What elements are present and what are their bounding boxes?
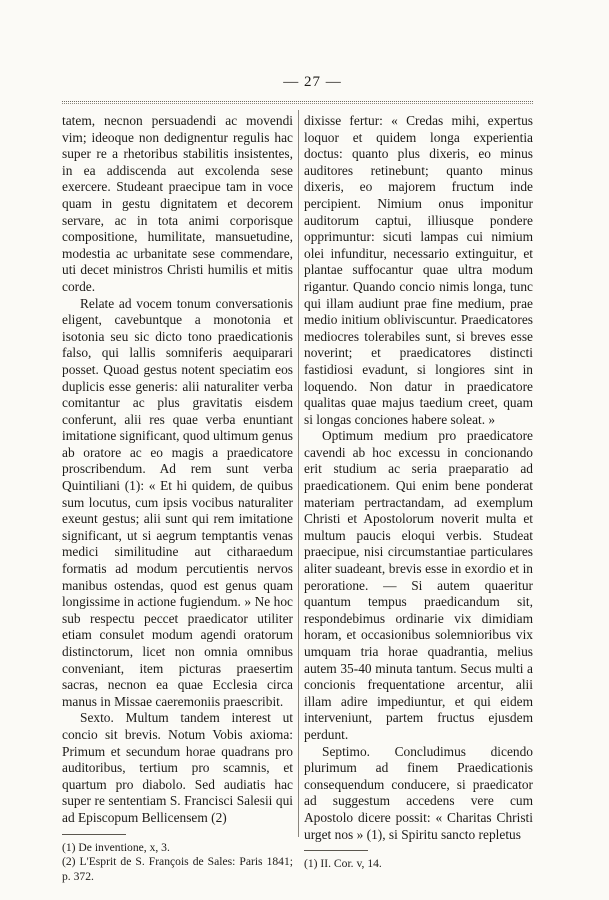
- footnote: (1) De inventione, x, 3.: [62, 840, 170, 854]
- left-column: [62, 113, 293, 884]
- paragraph: Septimo. Concludimus dicendo plurimum ad finem Praedicationis consequendum conducere, si praedicator ad suggestum accedens vere cum Apostolo dicere possit: « Charitas Christi urget nos » (1), si Spiritu sancto repletus: [304, 743, 533, 842]
- footnote: (2) L'Esprit de S. François de Sales: Paris 1841; p. 372.: [62, 855, 293, 883]
- right-column: [304, 113, 533, 872]
- paragraph: Optimum medium pro praedicatore cavendi ab hoc excessu in concionando erit studium ac seria praeparatio ad praedicationem. Qui enim bene ponderat materiam pertractandam, ad exemplum Christi et Apostolorum noverit multa et multum paucis eloqui verbis. Studeat praecipue, nisi circumstantiae particulares aliter suadeant, brevis esse in exordio et in peroratione. — Si autem quaeritur quantum tempus praedicandum sit, respondebimus ordinarie vix dimidiam horam, et occasionibus solemnioribus vix umquam tria horae quadrantia, melius autem 35-40 minuta tantum. Secus multi a concionis frequentatione arcentur, alii illam adire impediuntur, et qui eidem interveniunt, partem fructus ejusdem perdunt.: [304, 428, 533, 742]
- paragraph: Relate ad vocem tonum conversationis eligent, cavebuntque a monotonia et isotonia seu sic dicto tono praedicationis falso, qui lallis somniferis aequiparari posset. Quoad gestus notent speciatim eos duplicis esse generis: alii naturaliter verba comitantur ac plus gravitatis eisdem conferunt, alii res quae verba enuntiant imitatione significant, quod ultimum genus ab oratore ac eo magis a praedicatore proscribendum. Ad rem sunt verba Quintiliani (1): « Et hi quidem, de quibus sum locutus, cum ipsis vocibus naturaliter exeunt gestus; alii sunt qui rem imitatione significant, ut si aegrum temptantis venas medici similitudine aut citharaedum formatis ad modum percutientis nervos manibus ostendas, quod est genus quam longissime in actione fugiendum. » Ne hoc sub respectu peccet praedicator utiliter etiam consulet modum agendi oratorum distinctorum, licet non omnia omnibus conveniant, item picturas praesertim sacras, necnon ea quae Ecclesia circa manus in Missae caeremoniis praescribit.: [62, 295, 293, 709]
- paragraph: dixisse fertur: « Credas mihi, expertus loquor et quidem longa experientia doctus: quanto plus dixeris, eo minus auditores retinebunt; quanto minus dixeris, eo majorem fructum inde percipient. Nimium onus imponitur auditorum captui, illiusque pondere opprimuntur: sicuti lampas cui nimium olei infunditur, necessario extinguitur, et plantae suffocantur quae ultra modum rigantur. Quando concio nimis longa, tunc qui illam audiunt prae fine medium, prae medio initium obliviscuntur. Praedicatores mediocres tolerabiles sunt, si breves esse noverint; et praedicatores distincti fastidiosi evadunt, si longiores sint in loquendo. Non datur in praedicatore qualitas quae majus taedium creet, quam si longas conciones habere soleat. »: [304, 113, 533, 427]
- paragraph: Sexto. Multum tandem interest ut concio sit brevis. Notum Vobis axioma: Primum et secundum horae quadrans pro auditoribus, tertium pro scamnis, et quartum pro diabolo. Sed audiatis hac super re sententiam S. Francisci Salesii qui ad Episcopum Bellicensem (2): [62, 710, 293, 825]
- page-number: — 27 —: [283, 74, 342, 90]
- footnote-rule: [304, 850, 368, 851]
- paragraph: tatem, necnon persuadendi ac movendi vim; ideoque non dedignentur regulis hac super re a rhetoribus stabilitis insistentes, in ea addiscenda aut excolenda sese exercere. Studeant praecipue tam in voce quam in gestu dignitatem et decorem servare, ac in tota animi corporisque compositione, humilitate, mansuetudine, modestia ac urbanitate sese commendare, uti decet ministros Christi humilis et mitis corde.: [62, 113, 293, 294]
- header-rule: [62, 101, 533, 102]
- header-rule-secondary: [62, 103, 533, 104]
- footnote: (1) II. Cor. v, 14.: [304, 857, 382, 871]
- footnote-rule: [62, 834, 126, 835]
- column-divider: [298, 110, 299, 837]
